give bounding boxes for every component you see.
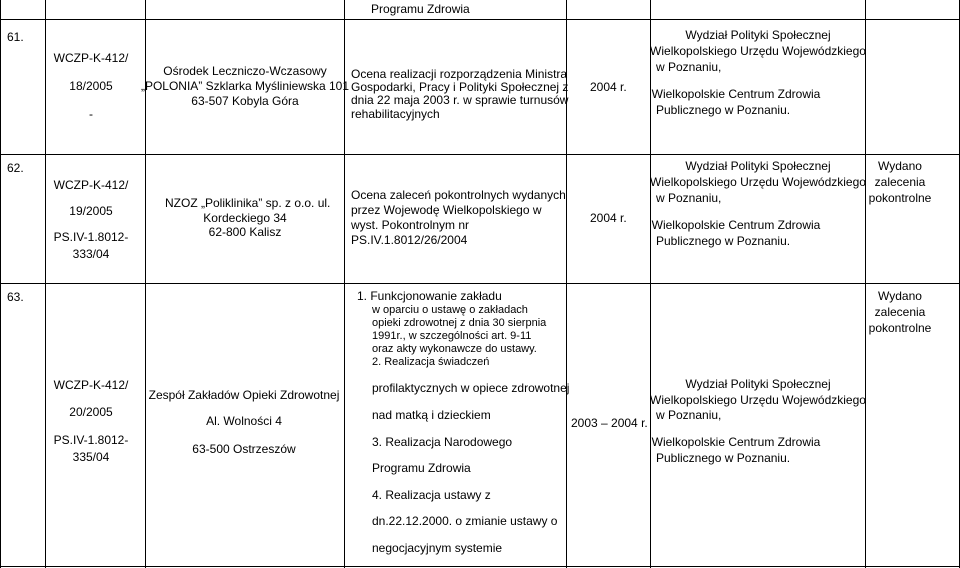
entity-line: Kordeckiego 34 — [203, 211, 287, 225]
subject-line: Ocena zaleceń pokontrolnych wydanych — [351, 188, 566, 202]
subject-line: rehabilitacyjnych — [351, 107, 440, 121]
entity-line: 63-507 Kobyla Góra — [191, 94, 299, 108]
entity-line: 62-800 Kalisz — [208, 225, 282, 239]
note-line: pokontrolne — [868, 321, 932, 335]
subject-line: w oparciu o ustawę o zakładach — [372, 304, 528, 316]
authority-line: Publicznego w Poznaniu. — [656, 234, 791, 248]
subject-line: 2. Realizacja świadczeń — [372, 356, 490, 368]
control-date: 2003 – 2004 r. — [571, 416, 648, 430]
authority-line: Wydział Polityki Społecznej — [685, 159, 831, 173]
subject-line: przez Wojewodę Wielkopolskiego w — [351, 203, 542, 217]
note-line: Wydano — [878, 159, 922, 173]
authority-line: Publicznego w Poznaniu. — [656, 103, 791, 117]
column-divider — [865, 0, 866, 568]
subject-line: 4. Realizacja ustawy z — [372, 488, 491, 502]
row-number: 63. — [7, 290, 24, 304]
control-date: 2004 r. — [590, 80, 627, 94]
authority-line: Wielkopolskie Centrum Zdrowia — [651, 435, 821, 449]
subject-line: nad matką i dzieckiem — [372, 408, 491, 422]
reference-line: PS.IV-1.8012- — [53, 433, 129, 447]
authority-line: Wielkopolskie Centrum Zdrowia — [651, 87, 821, 101]
subject-line: Ocena realizacji rozporządzenia Ministra — [351, 67, 568, 81]
authority-line: w Poznaniu, — [656, 408, 722, 422]
reference-line: 20/2005 — [69, 405, 113, 419]
note-line: zalecenia — [874, 175, 926, 189]
entity-line: Ośrodek Leczniczo-Wczasowy — [163, 64, 327, 78]
subject-line: PS.IV.1.8012/26/2004 — [351, 233, 468, 247]
authority-line: w Poznaniu, — [656, 191, 722, 205]
authority-line: Wielkopolskiego Urzędu Wojewódzkiego — [650, 393, 866, 407]
reference-line: 18/2005 — [69, 79, 113, 93]
authority-line: Wielkopolskie Centrum Zdrowia — [651, 218, 821, 232]
reference-line: WCZP-K-412/ — [53, 178, 129, 192]
subject-line: profilaktycznych w opiece zdrowotnej — [372, 381, 570, 395]
authority-line: Publicznego w Poznaniu. — [656, 451, 791, 465]
authority-line: Wielkopolskiego Urzędu Wojewódzkiego — [650, 175, 866, 189]
row-number: 62. — [7, 161, 24, 175]
reference-line: 335/04 — [72, 450, 110, 464]
subject-line: 1. Funkcjonowanie zakładu — [357, 289, 502, 303]
entity-line: Al. Wolności 4 — [206, 414, 282, 428]
continuation-text: Programu Zdrowia — [371, 2, 470, 16]
control-date: 2004 r. — [590, 211, 627, 225]
subject-line: Programu Zdrowia — [372, 461, 471, 475]
reference-line: 333/04 — [72, 247, 110, 261]
note-line: pokontrolne — [868, 191, 932, 205]
subject-line: wyst. Pokontrolnym nr — [351, 218, 470, 232]
reference-line: - — [89, 107, 93, 121]
subject-line: negocjacyjnym systemie — [372, 541, 503, 555]
note-line: Wydano — [878, 289, 922, 303]
column-divider — [0, 0, 1, 568]
entity-line: 63-500 Ostrzeszów — [192, 442, 296, 456]
subject-line: 1991r., w szczególności art. 9-11 — [372, 330, 532, 342]
subject-line: dn.22.12.2000. o zmianie ustawy o — [372, 514, 558, 528]
authority-line: w Poznaniu, — [656, 60, 722, 74]
reference-line: WCZP-K-412/ — [53, 378, 129, 392]
authority-line: Wydział Polityki Społecznej — [685, 377, 831, 391]
entity-line: NZOZ „Poliklinika” sp. z o.o. ul. — [165, 196, 331, 210]
subject-line: Gospodarki, Pracy i Polityki Społecznej z — [351, 80, 569, 94]
table-bottom-border — [0, 566, 960, 567]
subject-line: 3. Realizacja Narodowego — [372, 435, 513, 449]
row-divider — [0, 154, 960, 155]
reference-line: WCZP-K-412/ — [53, 51, 129, 65]
entity-line: Zespół Zakładów Opieki Zdrowotnej — [148, 388, 340, 402]
note-line: zalecenia — [874, 305, 926, 319]
table-top-border — [0, 19, 960, 20]
row-number: 61. — [7, 30, 24, 44]
reference-line: 19/2005 — [69, 204, 113, 218]
entity-line: „POLONIA” Szklarka Myśliniewska 101 — [140, 79, 350, 93]
subject-line: oraz akty wykonawcze do ustawy. — [372, 343, 537, 355]
column-divider — [650, 0, 651, 568]
column-divider — [45, 0, 46, 568]
authority-line: Wielkopolskiego Urzędu Wojewódzkiego — [650, 44, 866, 58]
row-divider — [0, 283, 960, 284]
reference-line: PS.IV-1.8012- — [53, 230, 129, 244]
authority-line: Wydział Polityki Społecznej — [685, 28, 831, 42]
subject-line: opieki zdrowotnej z dnia 30 sierpnia — [372, 317, 547, 329]
subject-line: dnia 22 maja 2003 r. w sprawie turnusów — [351, 93, 569, 107]
